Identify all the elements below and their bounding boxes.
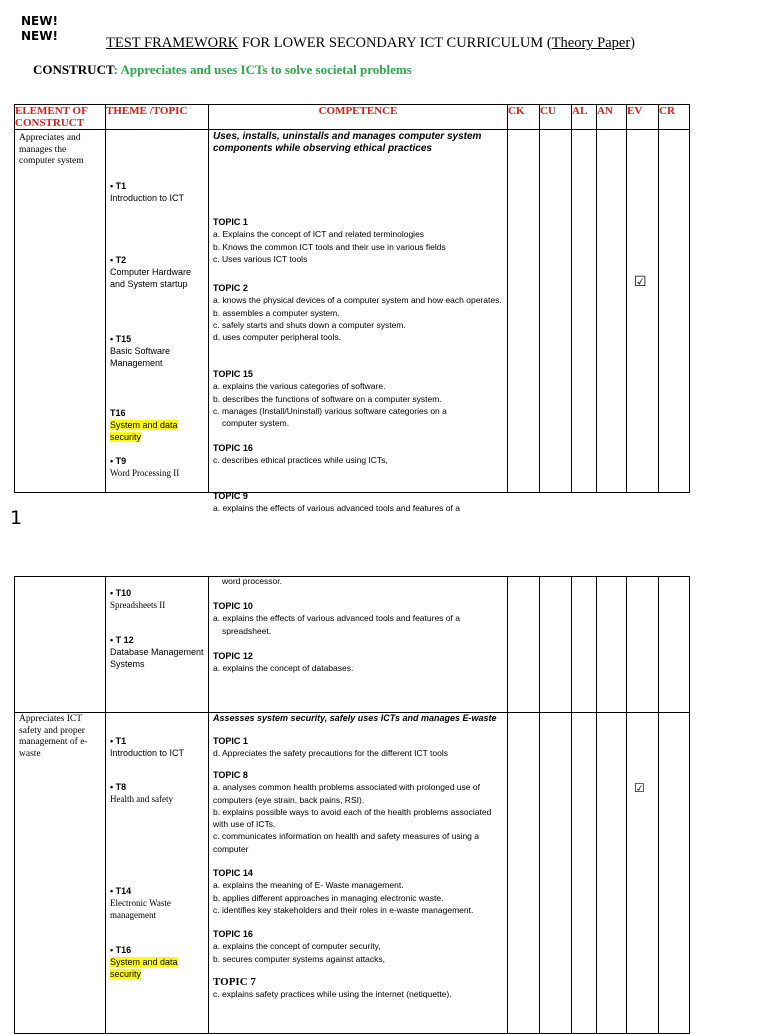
theme-code: T16: [110, 408, 126, 418]
theme-name: [110, 956, 185, 980]
ev-cell: [627, 713, 658, 1033]
al-cell: [572, 130, 597, 493]
topic-line: a. explains the meaning of E- Waste management.: [213, 880, 404, 891]
theme-item: [110, 455, 179, 479]
header-theme: THEME /TOPIC: [106, 105, 209, 130]
theme-code: • T1: [110, 181, 127, 191]
header-an: AN: [597, 105, 627, 130]
topic-line: spreadsheet.: [222, 625, 272, 636]
theme-code: • T 12: [110, 635, 134, 645]
construct-value: : Appreciates and uses ICTs to solve societal problems: [113, 62, 412, 77]
title-part: Theory Paper: [551, 35, 631, 51]
competence-heading-text: Assesses system security, safely uses ICTs and manages E-waste: [213, 713, 497, 723]
topic-line: a. explains the various categories of software.: [213, 381, 386, 392]
topic-block: [213, 928, 503, 965]
topic-block: [213, 368, 503, 429]
topic-line: b. secures computer systems against attacks,: [213, 953, 385, 964]
topic-title: TOPIC 7: [213, 976, 256, 988]
topic-line: a. analyses common health problems associated with prolonged use of computers (eye strain, back pains, RSI).: [213, 782, 480, 805]
cu-cell: [540, 130, 572, 493]
topic-block: [213, 216, 503, 265]
theme-column: [106, 577, 208, 712]
topic-line: c. identifies key stakeholders and their roles in e-waste management.: [213, 904, 474, 915]
header-cr: CR: [659, 105, 690, 130]
topic-line: d. Appreciates the safety precautions for the different ICT tools: [213, 748, 448, 759]
theme-code: • T8: [110, 782, 127, 792]
title-part: ): [630, 35, 636, 51]
framework-table: [14, 104, 690, 514]
theme-item: [110, 634, 208, 670]
theme-item: [110, 587, 165, 611]
theme-code: • T2: [110, 255, 127, 265]
header-ck: CK: [508, 105, 540, 130]
header-competence: COMPETENCE: [209, 105, 508, 130]
ck-cell: [508, 577, 540, 713]
theme-item: [110, 735, 184, 759]
topic-title: TOPIC 2: [213, 283, 248, 293]
theme-code: • T16: [110, 945, 132, 955]
topic-block: [213, 490, 503, 515]
topic-block: [213, 442, 503, 467]
theme-column: [106, 130, 208, 492]
topic-line: a. knows the physical devices of a computer system and how each operates.: [213, 295, 502, 306]
topic-line: b. describes the functions of software on a computer system.: [213, 393, 442, 404]
highlighted-theme-name: System and data security: [110, 957, 178, 979]
topic-title: TOPIC 1: [213, 736, 248, 746]
theme-name: Word Processing II: [110, 468, 180, 478]
topic-line: c. Uses various ICT tools: [213, 253, 308, 264]
topic-line: a. explains the effects of various advanced tools and features of a: [213, 613, 460, 624]
cu-cell: [540, 713, 572, 1034]
construct-line: [33, 62, 412, 78]
topic-block: [213, 769, 503, 855]
theme-item: [110, 781, 173, 805]
theme-item: [110, 407, 185, 443]
topic-line: a. explains the concept of databases.: [213, 663, 354, 674]
new-badge: NEW!: [21, 29, 58, 43]
element-cell-empty: [15, 577, 106, 713]
competence-heading-text: Uses, installs, uninstalls and manages computer system components while observing ethical practices: [213, 131, 482, 154]
theme-name: Health and safety: [110, 794, 173, 804]
topic-block: [213, 650, 503, 675]
topic-line: computer system.: [222, 418, 290, 429]
document-title: [106, 35, 635, 52]
theme-code: • T15: [110, 334, 132, 344]
theme-item: [110, 885, 190, 921]
topic-line: b. explains possible ways to avoid each of the health problems associated with use of ICTs.: [213, 806, 492, 830]
element-of-construct: Appreciates ICT safety and proper management of e-waste: [19, 714, 88, 759]
theme-code: • T14: [110, 886, 132, 896]
topic-title: TOPIC 12: [213, 651, 253, 661]
checkbox-checked-icon: ☑: [634, 781, 645, 795]
ev-cell: [627, 130, 658, 492]
theme-column: [106, 713, 208, 1033]
competence-column: [209, 713, 507, 1033]
competence-column: [209, 130, 507, 514]
topic-title: TOPIC 15: [213, 369, 253, 379]
header-ev: EV: [627, 105, 659, 130]
header-al: AL: [572, 105, 597, 130]
cr-cell: [659, 713, 690, 1034]
competence-heading: [213, 712, 503, 724]
ev-cell: [627, 577, 659, 713]
continued-line: [213, 575, 503, 587]
theme-name: Basic Software Management: [110, 346, 171, 368]
topic-block: [213, 735, 503, 760]
theme-item: [110, 333, 190, 369]
al-cell: [572, 713, 597, 1034]
theme-code: • T10: [110, 588, 132, 598]
topic-title: TOPIC 10: [213, 601, 253, 611]
topic-block: [213, 600, 503, 637]
an-cell: [597, 577, 627, 713]
theme-item: [110, 944, 185, 980]
cu-cell: [540, 577, 572, 713]
element-of-construct: Appreciates and manages the computer system: [19, 133, 84, 166]
topic-title: TOPIC 14: [213, 868, 253, 878]
topic-title: TOPIC 16: [213, 929, 253, 939]
topic-line: b. applies different approaches in managing electronic waste.: [213, 892, 444, 903]
topic-line: a. Explains the concept of ICT and related terminologies: [213, 229, 425, 240]
topic-block: [213, 282, 503, 343]
theme-name: Introduction to ICT: [110, 193, 185, 203]
topic-line: a. explains the concept of computer security,: [213, 941, 381, 952]
topic-line: c. safely starts and shuts down a computer system.: [213, 319, 406, 330]
topic-title: TOPIC 16: [213, 443, 253, 453]
theme-item: [110, 180, 184, 204]
theme-name: Introduction to ICT: [110, 748, 185, 758]
framework-table-continued: [14, 576, 690, 1034]
theme-name: Database Management Systems: [110, 647, 204, 669]
topic-line: c. communicates information on health and safety measures of using a computer: [213, 831, 480, 854]
page-number: 1: [10, 507, 23, 529]
topic-line: d. uses computer peripheral tools.: [213, 332, 342, 343]
topic-line: word processor.: [222, 576, 282, 586]
topic-block: [213, 867, 503, 916]
cr-cell: [659, 577, 690, 713]
topic-line: c. explains safety practices while using the internet (netiquette).: [213, 989, 452, 1000]
topic-block: [213, 976, 503, 1001]
topic-line: a. explains the effects of various advanced tools and features of a: [213, 503, 460, 514]
new-badge: NEW!: [21, 14, 58, 28]
topic-line: c. describes ethical practices while using ICTs,: [213, 455, 388, 466]
topic-line: b. Knows the common ICT tools and their use in various fields: [213, 241, 446, 252]
topic-title: TOPIC 9: [213, 491, 248, 501]
an-cell: [597, 130, 627, 493]
title-part: FOR LOWER SECONDARY ICT CURRICULUM (: [238, 35, 552, 51]
ck-cell: [508, 713, 540, 1034]
header-cu: CU: [540, 105, 572, 130]
theme-name: Computer Hardware and System startup: [110, 267, 192, 289]
checkbox-checked-icon: ☑: [634, 273, 647, 289]
ck-cell: [508, 130, 540, 493]
theme-code: • T1: [110, 736, 127, 746]
construct-label: CONSTRUCT: [33, 62, 114, 77]
topic-title: TOPIC 1: [213, 217, 248, 227]
topic-line: b. assembles a computer system.: [213, 307, 340, 318]
highlighted-theme-name: System and data security: [110, 420, 178, 442]
title-part: TEST FRAMEWORK: [106, 35, 239, 51]
header-element: ELEMENT OF CONSTRUCT: [15, 105, 106, 130]
topic-title: TOPIC 8: [213, 770, 248, 780]
cr-cell: [659, 130, 690, 493]
theme-code: • T9: [110, 456, 127, 466]
topic-line: c. manages (Install/Uninstall) various software categories on a: [213, 405, 447, 416]
theme-name: Electronic Waste management: [110, 898, 171, 920]
competence-column: [209, 577, 507, 712]
theme-item: [110, 254, 205, 290]
al-cell: [572, 577, 597, 713]
theme-name: Spreadsheets II: [110, 600, 166, 610]
an-cell: [597, 713, 627, 1034]
competence-heading: [213, 131, 503, 155]
theme-name: [110, 419, 185, 443]
